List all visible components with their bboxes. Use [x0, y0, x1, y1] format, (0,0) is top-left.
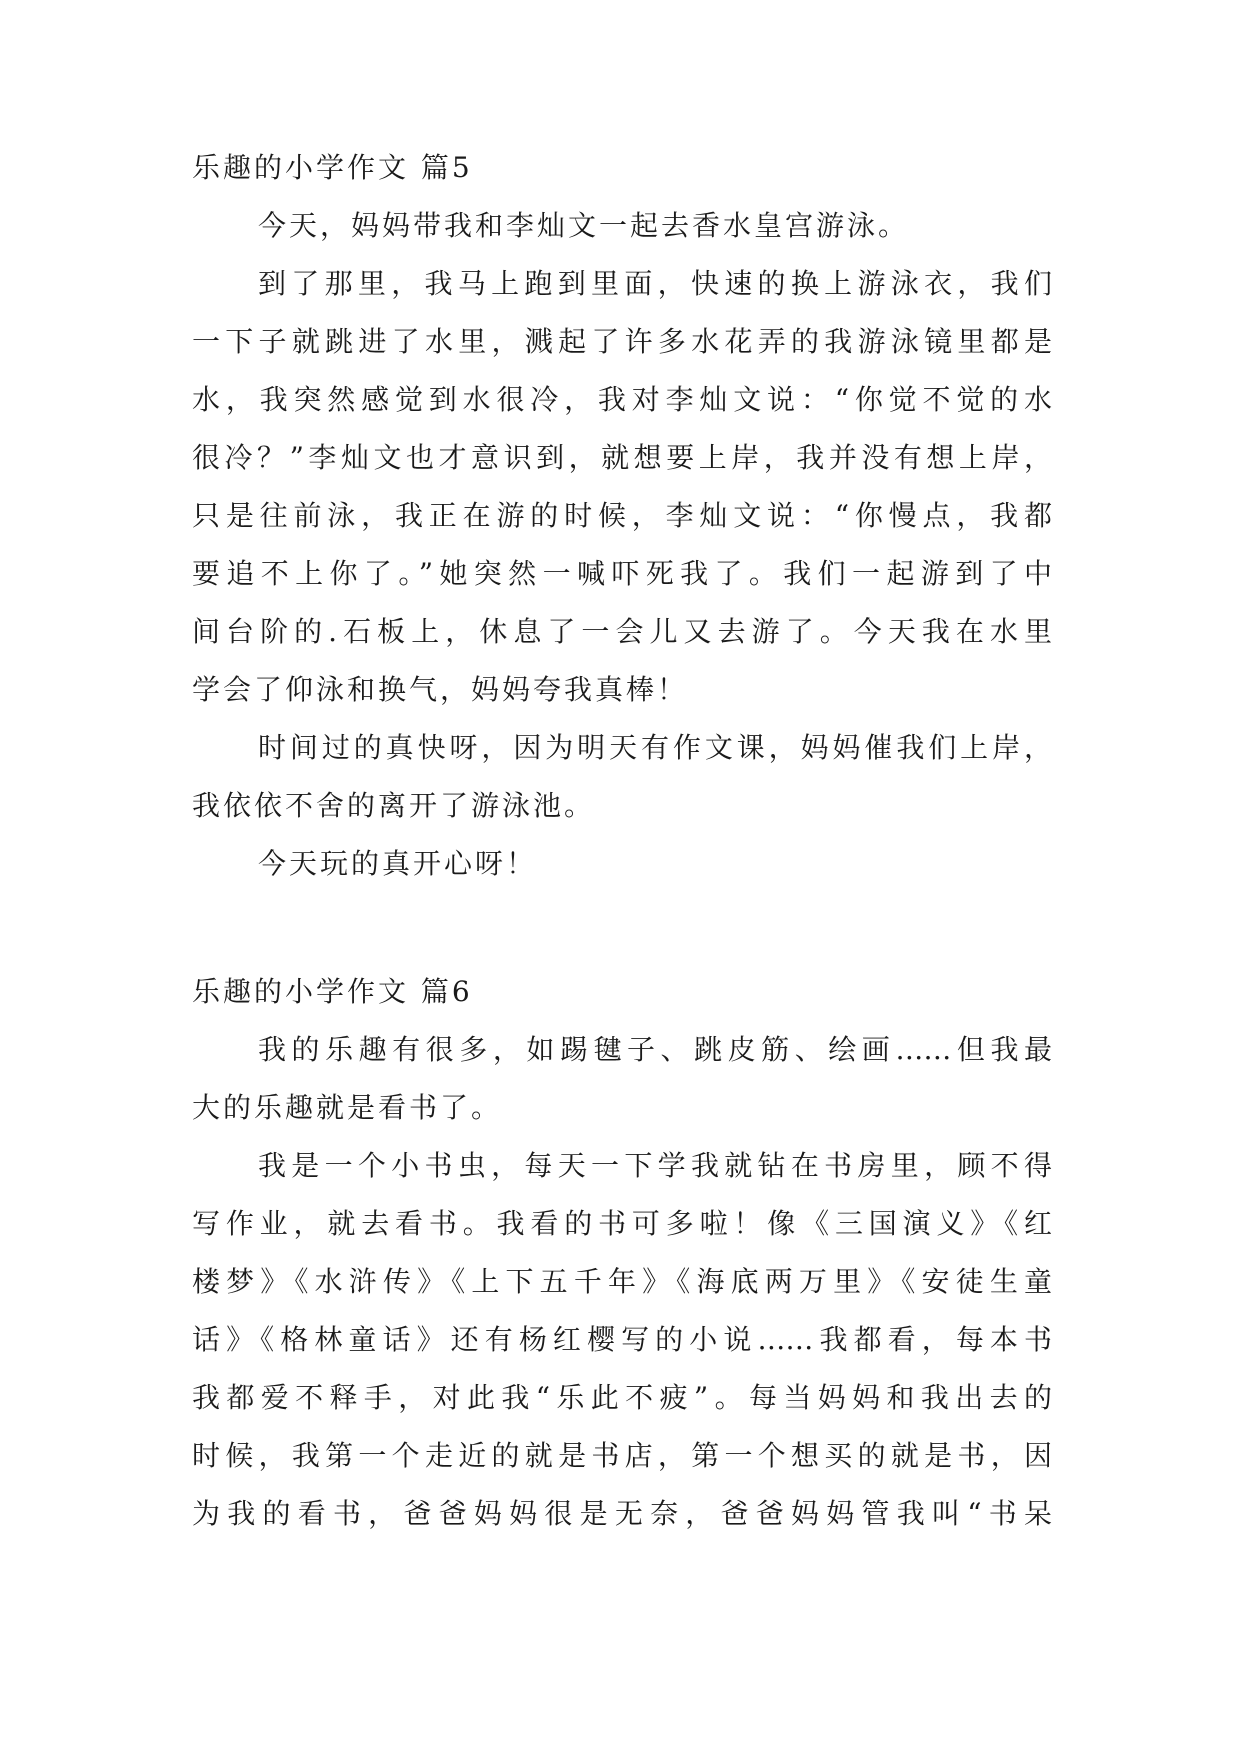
section5-title: 乐趣的小学作文 篇5: [192, 151, 473, 184]
section5-line-5: 很冷？”李灿文也才意识到，就想要上岸，我并没有想上岸，: [192, 441, 1052, 474]
section6-line-1: 我的乐趣有很多，如踢毽子、跳皮筋、绘画……但我最: [258, 1033, 1052, 1066]
section6-line-3: 我是一个小书虫，每天一下学我就钻在书房里，顾不得: [258, 1149, 1052, 1182]
section6-line-4: 写作业，就去看书。我看的书可多啦！像《三国演义》《红: [192, 1207, 1052, 1240]
section6-line-6: 话》《格林童话》还有杨红樱写的小说……我都看，每本书: [192, 1323, 1052, 1356]
section5-line-6: 只是往前泳，我正在游的时候，李灿文说：“你慢点，我都: [192, 499, 1052, 532]
section5-line-12: 今天玩的真开心呀！: [258, 847, 538, 880]
section6-title: 乐趣的小学作文 篇6: [192, 975, 473, 1008]
section5-line-7: 要追不上你了。”她突然一喊吓死我了。我们一起游到了中: [192, 557, 1052, 590]
section6-line-7: 我都爱不释手，对此我“乐此不疲”。每当妈妈和我出去的: [192, 1381, 1052, 1414]
section6-line-9: 为我的看书，爸爸妈妈很是无奈，爸爸妈妈管我叫“书呆: [192, 1497, 1052, 1530]
section5-line-8: 间台阶的.石板上，休息了一会儿又去游了。今天我在水里: [192, 615, 1052, 648]
section5-line-2: 到了那里，我马上跑到里面，快速的换上游泳衣，我们: [258, 267, 1052, 300]
section5-line-9: 学会了仰泳和换气，妈妈夸我真棒！: [192, 673, 689, 706]
section5-line-3: 一下子就跳进了水里，溅起了许多水花弄的我游泳镜里都是: [192, 325, 1052, 358]
section5-line-1: 今天，妈妈带我和李灿文一起去香水皇宫游泳。: [258, 209, 910, 242]
section5-line-10: 时间过的真快呀，因为明天有作文课，妈妈催我们上岸，: [258, 731, 1052, 764]
section6-line-8: 时候，我第一个走近的就是书店，第一个想买的就是书，因: [192, 1439, 1052, 1472]
section6-line-2: 大的乐趣就是看书了。: [192, 1091, 503, 1124]
section5-line-11: 我依依不舍的离开了游泳池。: [192, 789, 596, 822]
section6-line-5: 楼梦》《水浒传》《上下五千年》《海底两万里》《安徒生童: [192, 1265, 1052, 1298]
section5-line-4: 水，我突然感觉到水很冷，我对李灿文说：“你觉不觉的水: [192, 383, 1052, 416]
